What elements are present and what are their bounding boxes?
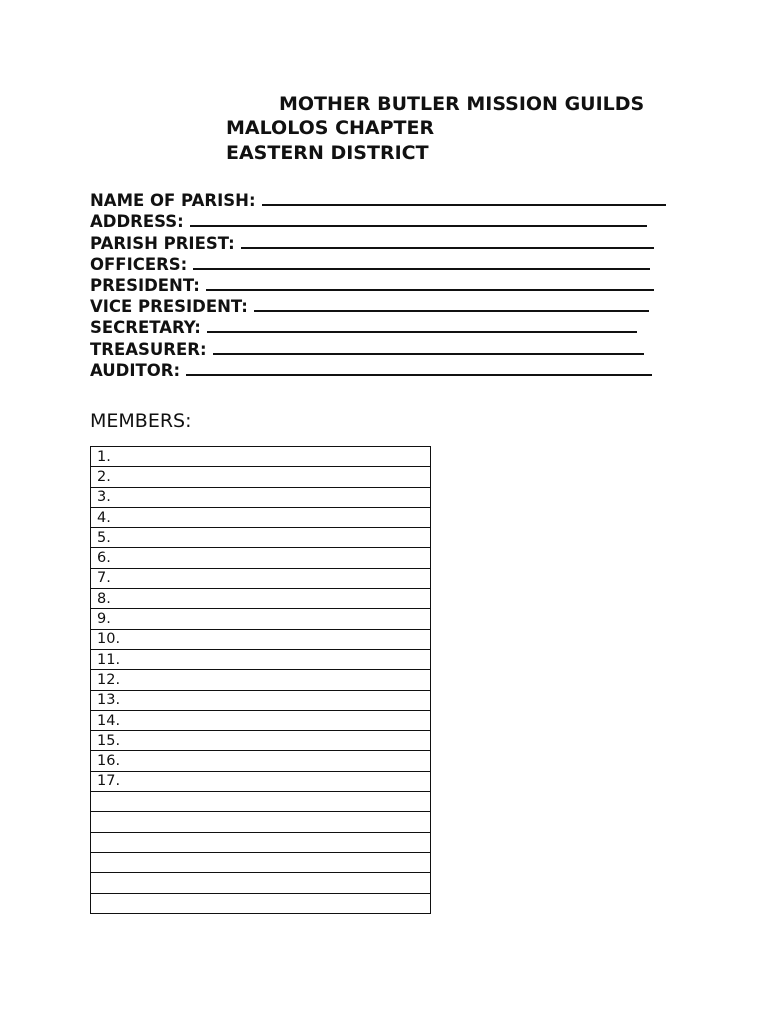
table-row: [91, 467, 431, 487]
member-cell[interactable]: [91, 812, 431, 832]
member-cell[interactable]: [91, 792, 431, 812]
fill-in-line[interactable]: [241, 247, 654, 249]
member-cell[interactable]: 15.: [91, 731, 431, 751]
member-cell[interactable]: 11.: [91, 649, 431, 669]
table-row: [91, 507, 431, 527]
table-row: [91, 487, 431, 507]
member-cell[interactable]: 7.: [91, 568, 431, 588]
table-row: [91, 771, 431, 791]
table-row: [91, 731, 431, 751]
field-address: [90, 210, 690, 231]
field-vice-president: [90, 295, 690, 316]
fill-in-line[interactable]: [186, 374, 652, 376]
member-cell[interactable]: [91, 873, 431, 893]
member-cell[interactable]: 9.: [91, 609, 431, 629]
field-officers: [90, 253, 690, 274]
members-heading: MEMBERS:: [90, 410, 192, 432]
table-row: [91, 852, 431, 872]
member-cell[interactable]: 5.: [91, 528, 431, 548]
member-cell[interactable]: 1.: [91, 447, 431, 467]
fill-in-line[interactable]: [206, 289, 654, 291]
table-row: [91, 589, 431, 609]
table-row: [91, 873, 431, 893]
member-cell[interactable]: 4.: [91, 507, 431, 527]
member-cell[interactable]: 8.: [91, 589, 431, 609]
fill-in-line[interactable]: [193, 268, 650, 270]
table-row: [91, 447, 431, 467]
field-label: ADDRESS:: [90, 212, 184, 232]
members-table: [90, 446, 431, 914]
table-row: [91, 609, 431, 629]
member-cell[interactable]: 2.: [91, 467, 431, 487]
member-cell[interactable]: 3.: [91, 487, 431, 507]
field-auditor: [90, 359, 690, 380]
field-treasurer: [90, 337, 690, 358]
field-parish-priest: [90, 231, 690, 252]
table-row: [91, 832, 431, 852]
field-label: PARISH PRIEST:: [90, 233, 235, 253]
fill-in-line[interactable]: [262, 204, 666, 206]
field-label: PRESIDENT:: [90, 275, 200, 295]
table-row: [91, 893, 431, 913]
parish-info-fields: [90, 189, 690, 380]
fill-in-line[interactable]: [207, 331, 637, 333]
table-row: [91, 649, 431, 669]
field-secretary: [90, 316, 690, 337]
table-row: [91, 670, 431, 690]
member-cell[interactable]: [91, 852, 431, 872]
field-label: NAME OF PARISH:: [90, 191, 256, 211]
table-row: [91, 629, 431, 649]
member-cell[interactable]: 13.: [91, 690, 431, 710]
fill-in-line[interactable]: [190, 225, 647, 227]
fill-in-line[interactable]: [213, 353, 644, 355]
member-cell[interactable]: 10.: [91, 629, 431, 649]
chapter-title: MALOLOS CHAPTER: [226, 117, 435, 139]
guild-title: MOTHER BUTLER MISSION GUILDS: [279, 93, 645, 115]
member-cell[interactable]: 6.: [91, 548, 431, 568]
field-president: [90, 274, 690, 295]
table-row: [91, 568, 431, 588]
member-cell[interactable]: [91, 832, 431, 852]
member-cell[interactable]: 14.: [91, 710, 431, 730]
table-row: [91, 792, 431, 812]
member-cell[interactable]: 12.: [91, 670, 431, 690]
member-cell[interactable]: [91, 893, 431, 913]
field-label: VICE PRESIDENT:: [90, 297, 248, 317]
table-row: [91, 548, 431, 568]
fill-in-line[interactable]: [254, 310, 649, 312]
table-row: [91, 528, 431, 548]
table-row: [91, 690, 431, 710]
district-title: EASTERN DISTRICT: [226, 142, 429, 164]
member-cell[interactable]: 17.: [91, 771, 431, 791]
field-label: AUDITOR:: [90, 360, 181, 380]
field-name-of-parish: [90, 189, 690, 210]
field-label: TREASURER:: [90, 339, 207, 359]
field-label: SECRETARY:: [90, 318, 201, 338]
field-label: OFFICERS:: [90, 254, 188, 274]
table-row: [91, 710, 431, 730]
member-cell[interactable]: 16.: [91, 751, 431, 771]
table-row: [91, 751, 431, 771]
table-row: [91, 812, 431, 832]
